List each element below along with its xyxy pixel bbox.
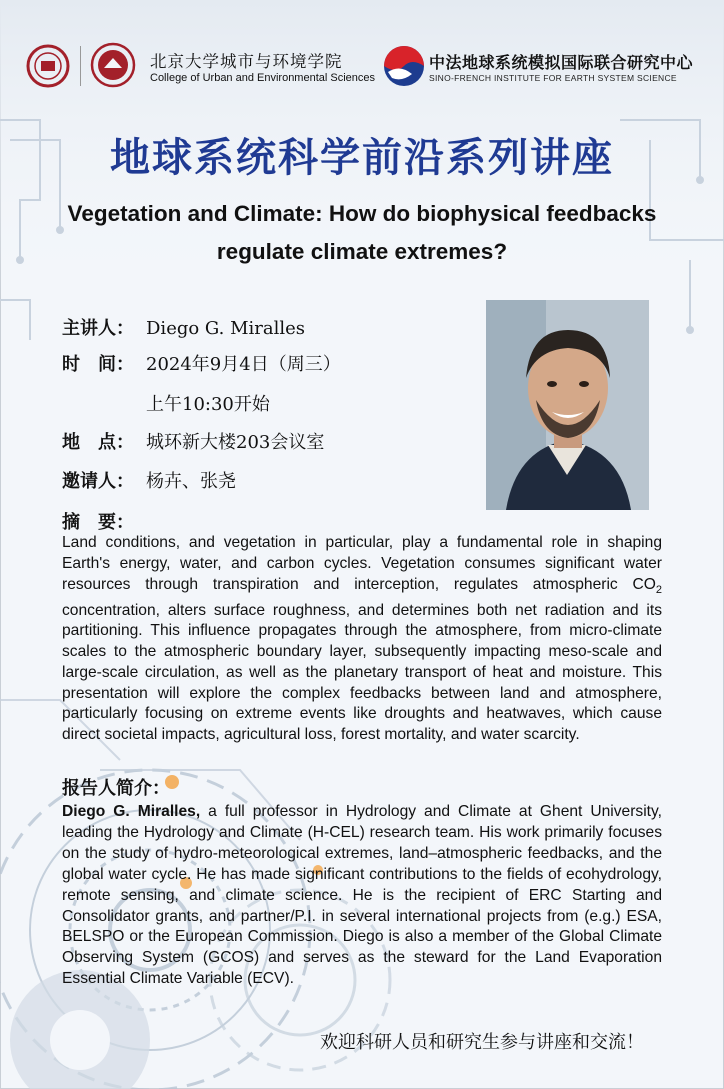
bio-text bbox=[62, 802, 662, 990]
header bbox=[24, 40, 714, 96]
host-label: 邀请人： bbox=[62, 471, 134, 492]
speaker-row bbox=[62, 314, 305, 340]
talk-title: Vegetation and Climate: How do biophysical feedbacks regulate climate extremes? bbox=[67, 201, 657, 264]
event-host: 杨卉、张尧 bbox=[146, 471, 236, 492]
lecture-series-title: 地球系统科学前沿系列讲座 bbox=[110, 135, 614, 181]
college-name-cn: 北京大学城市与环境学院 bbox=[150, 53, 343, 71]
bio-speaker-name: Diego G. Miralles, bbox=[62, 803, 201, 820]
bio-body: a full professor in Hydrology and Climate at Ghent University, leading the Hydrology and Climate (H-CEL) research team. His work primarily focuses on the study of hydro-meteorological extremes, land–atmospheric feedbacks, and the global water cycle. He has made significant contributions to the fields of ecohydrology, remote sensing, and climate science. He is the recipient of ERC Starting and Consolidator grants, and partner/P.I. in several international projects from (e.g.) ESA, BELSPO or the European Commission. Diego is also a member of the Global Climate Observing System (GCOS) and serves as the steward for the Land Evaporation Essential Climate Variable (ECV). bbox=[62, 803, 662, 988]
abstract-subscript: 2 bbox=[655, 583, 662, 596]
college-name-en: College of Urban and Environmental Sciences bbox=[150, 72, 376, 84]
speaker-portrait bbox=[486, 300, 649, 510]
sino-french-logo-icon bbox=[382, 44, 426, 88]
time-row bbox=[62, 350, 341, 376]
place-label: 地 点： bbox=[62, 432, 134, 453]
speaker-label: 主讲人： bbox=[62, 318, 134, 339]
time-label: 时 间： bbox=[62, 354, 134, 375]
host-row bbox=[62, 467, 236, 493]
institute-name-cn: 中法地球系统模拟国际联合研究中心 bbox=[429, 55, 694, 72]
event-place: 城环新大楼203会议室 bbox=[146, 432, 325, 453]
abstract-text-part-1: Land conditions, and vegetation in particular, play a fundamental role in shaping Earth's energy, water, and carbon cycles. Vegetation consumes significant water resources through transpiration and interception, regulates atmospheric CO bbox=[62, 534, 662, 593]
header-divider bbox=[80, 46, 81, 86]
abstract-text bbox=[62, 533, 662, 746]
pku-seal-icon bbox=[26, 44, 70, 88]
institute-name-en: SINO-FRENCH INSTITUTE FOR EARTH SYSTEM SCIENCE bbox=[429, 73, 677, 83]
place-row bbox=[62, 428, 324, 454]
college-seal-icon bbox=[90, 42, 136, 88]
abstract-label: 摘 要： bbox=[62, 512, 134, 533]
welcome-note: 欢迎科研人员和研究生参与讲座和交流！ bbox=[320, 1032, 644, 1053]
event-date: 2024年9月4日（周三） bbox=[146, 354, 341, 375]
abstract-text-part-2: concentration, alters surface roughness, and determines both net radiation and its partitioning. This influence propagates through the atmosphere, from micro-climate scales to the atmospheric boundary layer, subsequently impacting meso-scale and large-scale circulation, as well as the planetary transport of heat and moisture. This presentation will explore the complex feedbacks between land and atmosphere, particularly focusing on extreme events like droughts and heatwaves, which cause direct societal impacts, agricultural loss, forest mortality, and water scarcity. bbox=[62, 601, 662, 744]
bio-label: 报告人简介： bbox=[62, 778, 170, 799]
event-start-time: 上午10:30开始 bbox=[146, 394, 270, 415]
start-time-row bbox=[146, 390, 270, 416]
speaker-name: Diego G. Miralles bbox=[146, 318, 306, 339]
